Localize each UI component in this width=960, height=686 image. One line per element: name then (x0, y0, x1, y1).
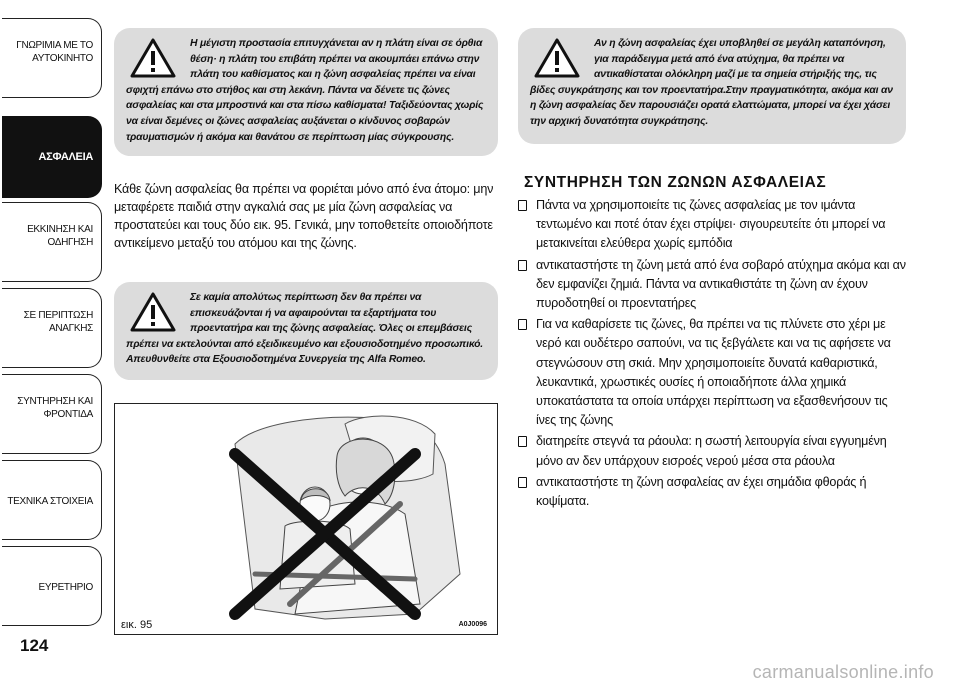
tab-safety[interactable] (2, 116, 102, 198)
maintenance-list (518, 196, 910, 513)
list-item-text: Πάντα να χρησιμοποιείτε τις ζώνες ασφαλείας με τον ιμάντα τεντωμένο και ποτέ όταν έχει στρίψει· σιγουρευτείτε ότι μπορεί να μετακινείται ελεύθερα χωρίς εμπόδια (536, 198, 886, 251)
checkbox-bullet-icon (518, 319, 527, 330)
tab-index[interactable] (2, 546, 102, 626)
tab-label: ΣΕ ΠΕΡΙΠΤΩΣΗ ΑΝΑΓΚΗΣ (23, 310, 93, 334)
warning-triangle-icon (130, 292, 176, 332)
warning-text: Αν η ζώνη ασφαλείας έχει υποβληθεί σε μεγάλη καταπόνηση, για παράδειγμα μετά από ένα ατύχημα, θα πρέπει να αντικαθίσταται ολόκληρη μαζί με τα σημεία στήριξής της, τις βίδες συγκράτησης και τον προεντατήρα.Στην πραγματικότητα, ακόμα και αν η ζώνη ασφαλείας δεν παρουσιάζει ορατά ελαττώματα, μπορεί να έχει χάσει την αρχική δυνατότητα συγκράτησης. (530, 38, 893, 127)
list-item (518, 432, 910, 470)
checkbox-bullet-icon (518, 477, 527, 488)
list-item-text: Για να καθαρίσετε τις ζώνες, θα πρέπει να τις πλύνετε στο χέρι με νερό και ουδέτερο σαπούνι, να τις ξεβγάλετε και να τις αφήσετε να στεγνώσουν στη σκιά. Μην χρησιμοποιείτε δυνατά καθαριστικά, λευκαντικά, χρωστικές ουσίες ή οποιαδήποτε άλλα χημικά υποκατάστατα τα οποία υπάρχει περίπτωση να εξασθενήσουν τις ίνες της ζώνης (536, 317, 891, 428)
figure-caption: εικ. 95 (121, 619, 153, 631)
tab-starting-driving[interactable] (2, 202, 102, 282)
list-item (518, 256, 910, 314)
list-item-text: αντικαταστήστε τη ζώνη μετά από ένα σοβαρό ατύχημα ακόμα και αν δεν εμφανίζει ζημιά. Πάντα να αντικαθιστάτε τη ζώνη αν έχουν πυροδοτηθεί οι προεντατήρες (536, 257, 906, 311)
page-number: 124 (20, 636, 49, 655)
list-item-text: αντικαταστήστε τη ζώνη ασφαλείας αν έχει σημάδια φθοράς ή κοψίματα. (536, 474, 867, 509)
list-item (518, 196, 910, 254)
tab-label: ΕΚΚΙΝΗΣΗ ΚΑΙ ΟΔΗΓΗΣΗ (27, 224, 93, 248)
tab-getting-to-know[interactable] (2, 18, 102, 98)
warning-text: Σε καμία απολύτως περίπτωση δεν θα πρέπει να επισκευάζονται ή να αφαιρούνται τα εξαρτήματα του προεντατήρα και της ζώνης ασφαλείας. Όλες οι επεμβάσεις πρέπει να εκτελούνται από εξειδικευμένο και εξουσιοδοτημένο προσωπικό. Απευθυνθείτε στα Εξουσιοδοτημένα Συνεργεία της Alfa Romeo. (126, 292, 483, 366)
tab-emergency[interactable] (2, 288, 102, 368)
figure-code: A0J0096 (458, 621, 487, 628)
chapter-sidebar (0, 0, 104, 640)
list-item (518, 315, 910, 430)
tab-label: ΤΕΧΝΙΚΑ ΣΤΟΙΧΕΙΑ (7, 496, 93, 507)
tab-label: ΓΝΩΡΙΜΙΑ ΜΕ ΤΟ ΑΥΤΟΚΙΝΗΤΟ (16, 40, 93, 64)
warning-text: Η μέγιστη προστασία επιτυγχάνεται αν η πλάτη είναι σε όρθια θέση· η πλάτη του επιβάτη πρέπει να ακουμπάει επάνω στην πλάτη του καθίσματος και η ζώνη ασφαλείας πρέπει να είναι σφιχτή επάνω στο στήθος και στη λεκάνη. Πάντα να δένετε τις ζώνες ασφαλείας και στα μπροστινά και στα πίσω καθίσματα! Ταξιδεύοντας χωρίς να είναι δεμένες οι ζώνες ασφαλείας αυξάνεται ο κίνδυνος σοβαρών τραυματισμών ή ακόμα και θανάτου σε περίπτωση μίας σύγκρουσης. (126, 38, 484, 143)
checkbox-bullet-icon (518, 436, 527, 447)
warning-triangle-icon (130, 38, 176, 78)
tab-maintenance[interactable] (2, 374, 102, 454)
warning-box-replacement (518, 28, 906, 144)
list-item (518, 473, 910, 511)
list-item-text: διατηρείτε στεγνά τα ράουλα: η σωστή λειτουργία είναι εγγυημένη μόνο αν δεν υπάρχουν εισροές νερού μέσα στα ράουλα (536, 434, 887, 468)
section-title: ΣΥΝΤΗΡΗΣΗ ΤΩΝ ΖΩΝΩΝ ΑΣΦΑΛΕΙΑΣ (524, 174, 827, 191)
body-paragraph: Κάθε ζώνη ασφαλείας θα πρέπει να φοριέται μόνο από ένα άτομο: μην μεταφέρετε παιδιά στην αγκαλιά σας με μία ζώνη ασφαλείας να προστατεύει και τους δύο εικ. 95. Γενικά, μην τοποθετείτε οποιοδήποτε αντικείμενο μεταξύ του ατόμου και της ζώνης. (114, 182, 494, 250)
tab-label: ΕΥΡΕΤΗΡΙΟ (38, 582, 93, 593)
warning-triangle-icon (534, 38, 580, 78)
warning-box-pretensioner (114, 282, 498, 380)
tab-label: ΣΥΝΤΗΡΗΣΗ ΚΑΙ ΦΡΟΝΤΙΔΑ (17, 396, 93, 420)
tab-technical-data[interactable] (2, 460, 102, 540)
watermark: carmanualsonline.info (752, 662, 934, 682)
warning-box-posture (114, 28, 498, 156)
checkbox-bullet-icon (518, 200, 527, 211)
figure-95 (114, 403, 498, 635)
figure-illustration (115, 404, 498, 635)
tab-label: ΑΣΦΑΛΕΙΑ (38, 151, 93, 163)
checkbox-bullet-icon (518, 260, 527, 271)
